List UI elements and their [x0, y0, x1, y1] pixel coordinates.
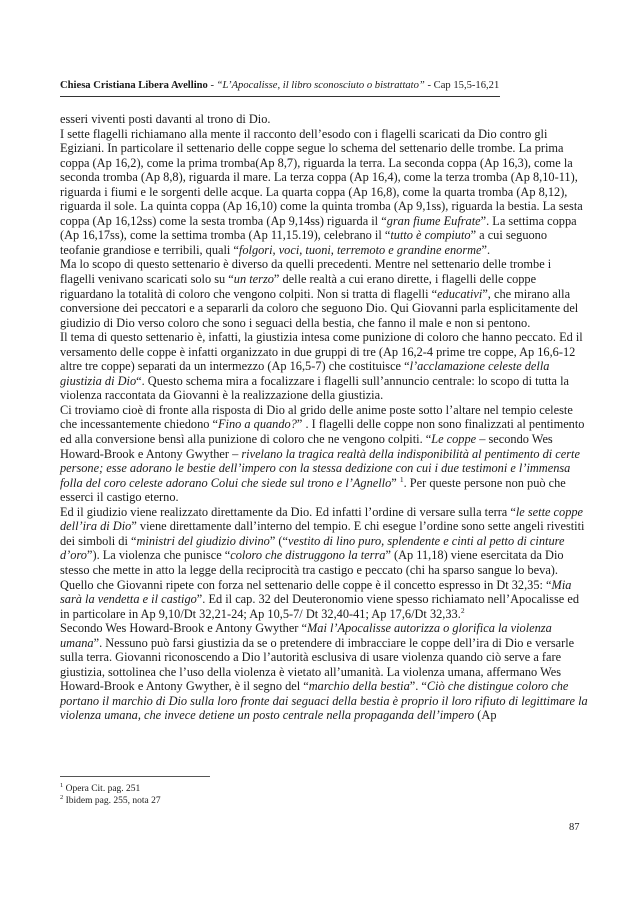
italic-run: educativi: [437, 286, 483, 301]
italic-run: un terzo: [233, 272, 274, 287]
text-run: “. Questo schema mira a focalizzare i flagelli sull’annuncio centrale: lo scopo di tutta la violenza raccontata da Giovanni è la realizzazione della giustizia.: [60, 373, 570, 403]
page-number: 87: [569, 822, 580, 833]
text-run: (Ap: [474, 708, 497, 723]
text-run: ” delle realtà a cui erano dirette, i flagelli delle coppe riguardano la totalità di coloro che vengono colpiti. Non si tratta di flagelli “: [60, 272, 537, 301]
paragraph: [60, 257, 588, 330]
footnote: [60, 783, 460, 795]
paragraph: [60, 505, 588, 578]
footnote: [60, 795, 460, 807]
footnote-ref: 2: [460, 605, 465, 615]
text-run: ” a cui seguono teofanie grandiose e terribili, quali “: [60, 228, 548, 257]
running-header: [60, 80, 580, 92]
italic-run: tutto è compiuto: [390, 228, 471, 243]
header-org: Chiesa Cristiana Libera Avellino: [60, 80, 208, 91]
header-rule: [60, 96, 500, 97]
text-run: ”. Ed il cap. 32 del Deuteronomio viene spesso richiamato nell’Apocalisse ed in particolare in Ap 9,10/Dt 32,21-24; Ap 10,5-7/ Dt 32,40-41; Ap 17,6/Dt 32,33.: [60, 592, 579, 621]
italic-run: Fino a quando?: [218, 417, 297, 432]
footnote-text: Ibidem pag. 255, nota 27: [63, 796, 161, 806]
text-run: ”: [391, 475, 400, 490]
text-run: Ed il giudizio viene realizzato direttamente da Dio. Ed infatti l’ordine di versare sulla terra “: [60, 504, 516, 519]
text-run: . Per queste persone non può che esserci il castigo eterno.: [60, 475, 566, 505]
text-run: Ci troviamo cioè di fronte alla risposta di Dio al grido delle anime poste sotto l’altare nel tempio celeste che incessantemente chiedono “: [60, 402, 573, 432]
text-run: ” (“: [269, 533, 289, 548]
body-text: [60, 112, 588, 723]
italic-run: Ciò che distingue coloro che portano il marchio di Dio sulla loro fronte dai seguaci della bestia è proprio il loro rifiuto di legittimare la violenza umana, che invece detiene un posto centrale nella propaganda dell’impero: [60, 679, 588, 723]
text-run: Secondo Wes Howard-Brook e Antony Gwyther “: [60, 621, 307, 636]
italic-run: l’acclamazione celeste della giustizia di Dio: [60, 359, 550, 388]
header-chapter: - Cap 15,5-16,21: [424, 80, 500, 91]
text-run: – secondo Wes Howard-Brook e Antony Gwyther –: [60, 432, 553, 461]
text-run: Quello che Giovanni ripete con forza nel settenario delle coppe è il concetto espresso in Dt 32,35: “: [60, 577, 552, 592]
footnote-number: 1: [60, 781, 64, 789]
paragraph: [60, 578, 588, 622]
italic-run: Mia sarà la vendetta e il castigo: [60, 577, 572, 607]
italic-run: rivelano la tragica realtà della indisponibilità al pentimento di certe persone; esse adorano le bestie dell’impero con la stessa dedizione con cui i due testimoni e l’immensa folla del coro celeste adorano Colui che siede sul trono e l’Agnello: [60, 446, 580, 490]
footnote-separator: [60, 776, 210, 777]
italic-run: vestito di lino puro, splendente e cinti al petto di cinture d’oro: [60, 533, 565, 563]
text-run: ”. Nessuno può farsi giustizia da se o pretendere di imbracciare le coppe dell’ira di Dio e versarle sulla terra. Giovanni riconoscendo a Dio l’autorità esclusiva di usare violenza quando ciò serve a fare giustizia, sottolinea che l’uso della violenza è vietato all’umanità. La violenza umana, affermano Wes Howard-Brook e Antony Gwyther, è il segno del “: [60, 635, 575, 694]
italic-run: marchio della bestia: [308, 679, 410, 694]
text-run: ” viene direttamente dall’interno del tempio. E chi esegue l’ordine sono sette angeli rivestiti dei simboli di “: [60, 519, 585, 548]
text-run: esseri viventi posti davanti al trono di Dio.: [60, 112, 271, 126]
text-run: ”, che mirano alla conversione dei peccatori e a separarli da coloro che seguono Dio. Qui Giovanni parla esplicitamente del giudizio di Dio verso coloro che sono i seguaci della bestia, che fanno il male e non si pentono.: [60, 286, 579, 330]
text-run: ”. La settima coppa (Ap 16,17ss), come la settima tromba (Ap 11,15.19), celebrano il “: [60, 213, 577, 243]
italic-run: Mai l’Apocalisse autorizza o glorifica la violenza umana: [60, 621, 552, 650]
italic-run: le sette coppe dell’ira di Dio: [60, 504, 584, 534]
header-book-title: “L’Apocalisse, il libro sconosciuto o bistrattato”: [216, 80, 425, 91]
text-run: I sette flagelli richiamano alla mente il racconto dell’esodo con i flagelli scaricati da Dio contro gli Egiziani. In particolare il settenario delle coppe segue lo schema del settenario delle trombe. La prima coppa (Ap 16,2), come la prima tromba(Ap 8,7), riguarda la terra. La seconda coppa (Ap 16,3), come la seconda tromba (Ap 8,8), riguarda il mare. La terza coppa (Ap 16,4), come la terza tromba (Ap 8,10-11), riguarda i fiumi e le sorgenti delle acque. La quarta coppa (Ap 16,8), come la quarta tromba (Ap 8,12), riguarda il sole. La quinta coppa (Ap 16,10) come la quinta tromba (Ap 9,1ss), riguarda la bestia. La sesta coppa (Ap 16,12ss) come la sesta tromba (Ap 9,14ss) riguarda il “: [60, 126, 583, 228]
italic-run: Le coppe: [431, 432, 477, 447]
text-run: Ma lo scopo di questo settenario è diverso da quelli precedenti. Mentre nel settenario delle trombe i flagelli venivano scaricati solo su “: [60, 257, 552, 287]
paragraph: [60, 330, 588, 403]
header-separator: -: [207, 80, 217, 91]
paragraph: [60, 621, 588, 723]
paragraph: [60, 112, 588, 127]
italic-run: coloro che distruggono la terra: [230, 548, 386, 563]
text-run: ”.: [481, 242, 491, 257]
footnote-number: 2: [60, 793, 64, 801]
italic-run: gran fiume Eufrate: [386, 213, 481, 228]
text-run: Il tema di questo settenario è, infatti, la giustizia intesa come punizione di coloro che hanno peccato. Ed il versamento delle coppe è infatti organizzato in due gruppi di tre (Ap 16,2-4 prime tre coppe, Ap 16,6-12 altre tre coppe) separati da un intermezzo (Ap 16,5-7) che costituisce “: [60, 330, 583, 374]
footnote-text: Opera Cit. pag. 251: [63, 784, 141, 794]
footnote-ref: 1: [399, 474, 404, 484]
text-run: ”). La violenza che punisce “: [86, 548, 231, 563]
italic-run: ministri del giudizio divino: [136, 533, 270, 548]
italic-run: folgori, voci, tuoni, terremoto e grandine enorme: [238, 242, 482, 257]
paragraph: [60, 127, 588, 258]
footnotes: [60, 783, 460, 807]
paragraph: [60, 403, 588, 505]
text-run: ”. “: [409, 679, 427, 694]
text-run: ” (Ap 11,18) viene esercitata da Dio stesso che mette in atto la legge della reciprocità tra castigo e peccato (chi ha sparso sangue lo beva).: [60, 548, 564, 577]
text-run: ” . I flagelli delle coppe non sono finalizzati al pentimento ed alla conversione bensì alla punizione di coloro che ne vengono colpiti. “: [60, 417, 585, 447]
